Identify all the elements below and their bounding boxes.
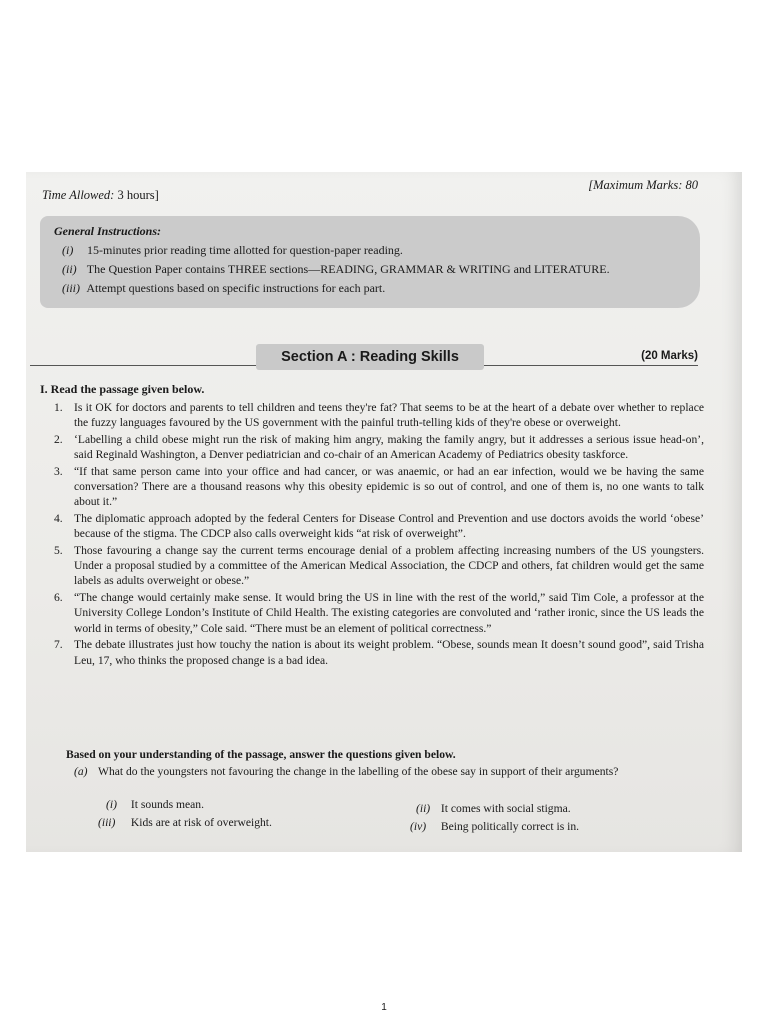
answer-option <box>106 798 204 811</box>
question-text: What do the youngsters not favouring the change in the labelling of the obese say in support of their arguments? <box>98 765 619 778</box>
passage-paragraph <box>54 464 704 510</box>
instruction-text: Attempt questions based on specific instructions for each part. <box>86 281 386 295</box>
answer-option <box>98 816 272 829</box>
option-number: (ii) <box>416 802 431 815</box>
passage-paragraph <box>54 637 704 668</box>
passage-paragraph <box>54 543 704 589</box>
passage <box>54 400 704 669</box>
maximum-marks: [Maximum Marks: 80 <box>588 178 698 192</box>
answer-option <box>416 802 571 815</box>
question-number: (a) <box>74 765 88 778</box>
paragraph-number: 5. <box>54 543 63 557</box>
instructions-title: General Instructions: <box>54 224 162 238</box>
instruction-text: 15-minutes prior reading time allotted for question-paper reading. <box>87 243 403 257</box>
time-allowed-value: 3 hours] <box>117 188 159 202</box>
paragraph-text: “If that same person came into your office and had cancer, or was anaemic, or had an ear infection, would we be having the same conversation? There are a thousand reasons why this obesity epidemic is so out of control, and one of them is, no one wants to talk about it.” <box>74 464 704 509</box>
passage-paragraph <box>54 511 704 542</box>
paragraph-text: The diplomatic approach adopted by the federal Centers for Disease Control and Prevention and use doctors avoids the world ‘obese’ because of the stigma. The CDCP also calls overweight kids “at risk of overweight”. <box>74 511 704 541</box>
passage-paragraph <box>54 400 704 431</box>
passage-paragraph <box>54 590 704 636</box>
question-a <box>74 764 704 779</box>
paragraph-number: 4. <box>54 511 63 525</box>
option-text: It comes with social stigma. <box>440 802 571 815</box>
scanned-page-photo <box>26 172 742 852</box>
questions-heading: Based on your understanding of the passage, answer the questions given below. <box>66 748 456 761</box>
option-number: (iv) <box>410 820 427 833</box>
option-text: Being politically correct is in. <box>440 820 580 833</box>
page-number: 1 <box>381 1002 387 1013</box>
instruction-item <box>62 262 686 277</box>
paragraph-number: 1. <box>54 401 63 414</box>
option-text: It sounds mean. <box>130 798 205 811</box>
paragraph-number: 2. <box>54 432 63 446</box>
instruction-item <box>62 243 686 258</box>
time-allowed-label: Time Allowed: <box>42 188 115 202</box>
instruction-item <box>62 281 686 296</box>
instruction-number: (i) <box>62 243 74 257</box>
answer-option <box>410 820 579 833</box>
section-title: Section A : Reading Skills <box>256 344 484 370</box>
time-allowed <box>42 188 159 203</box>
task-heading: I. Read the passage given below. <box>40 382 205 396</box>
paragraph-number: 3. <box>54 464 63 478</box>
section-marks: (20 Marks) <box>641 350 698 362</box>
instruction-number: (ii) <box>62 262 77 276</box>
paragraph-text: ‘Labelling a child obese might run the risk of making him angry, making the family angry, but it addresses a serious issue head-on’, said Reginald Washington, a Denver pediatrician and co-chair of an American Academy of Pediatrics obesity taskforce. <box>74 432 704 462</box>
paragraph-text: Is it OK for doctors and parents to tell children and teens they're fat? That seems to be at the heart of a debate over whether to replace the fuzzy languages favoured by the US government with the painful truth-telling kids of they're obese or overweight. <box>74 401 704 430</box>
paragraph-text: “The change would certainly make sense. It would bring the US in line with the rest of the world,” said Tim Cole, a professor at the University College London’s Institute of Child Health. The existing categories are convoluted and ‘rather ironic, since the US leads the world in terms of obesity,” Cole said. “There must be an element of political correctness.” <box>74 590 704 635</box>
general-instructions-box <box>40 216 700 308</box>
paragraph-text: The debate illustrates just how touchy the nation is about its weight problem. “Obese, sounds mean It doesn’t sound good”, said Trisha Leu, 17, who thinks the proposed change is a bad idea. <box>74 638 704 667</box>
instruction-text: The Question Paper contains THREE sections—READING, GRAMMAR & WRITING and LITERATURE. <box>86 262 610 276</box>
instruction-number: (iii) <box>62 281 80 295</box>
passage-paragraph <box>54 432 704 463</box>
paragraph-number: 7. <box>54 638 63 652</box>
option-number: (i) <box>106 798 117 811</box>
paragraph-text: Those favouring a change say the current terms encourage denial of a problem affecting increasing numbers of the US youngsters. Under a proposal studied by a committee of the American Medical Association, the CDCP and others, fat children would get the same labels as adults overweight or obese.” <box>74 543 704 588</box>
option-text: Kids are at risk of overweight. <box>130 816 272 829</box>
paragraph-number: 6. <box>54 590 63 604</box>
option-number: (iii) <box>98 816 116 829</box>
